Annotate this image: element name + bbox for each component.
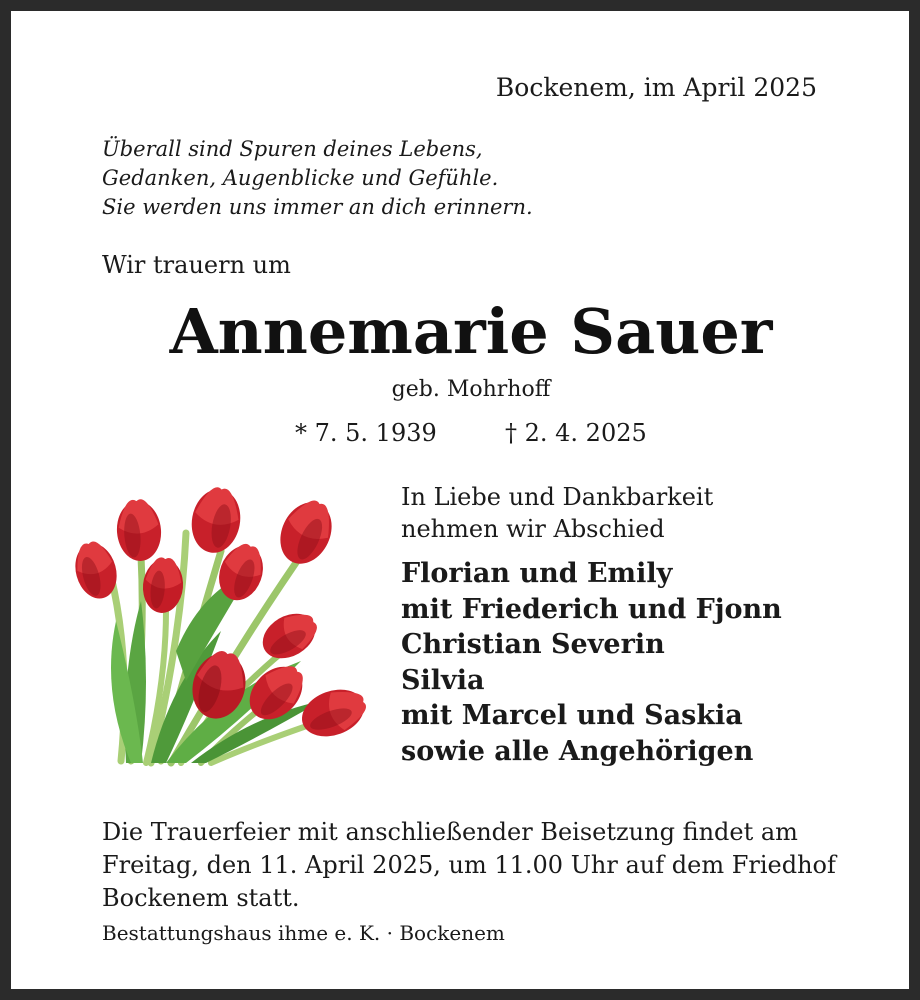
funeral-notice xyxy=(102,816,862,915)
tulip-bouquet-icon xyxy=(71,481,381,771)
mourners-list xyxy=(401,556,782,769)
deceased-name: Annemarie Sauer xyxy=(169,295,773,368)
notice-line: Die Trauerfeier mit anschließender Beisetzung findet am xyxy=(102,818,798,846)
mourner: sowie alle Angehörigen xyxy=(401,735,754,767)
notice-line: Bockenem statt. xyxy=(102,884,300,912)
quote-line: Gedanken, Augenblicke und Gefühle. xyxy=(102,166,499,190)
mourner: Christian Severin xyxy=(401,629,665,660)
farewell-text xyxy=(401,481,713,545)
farewell-line: In Liebe und Dankbarkeit xyxy=(401,483,714,511)
quote-line: Überall sind Spuren deines Lebens, xyxy=(102,137,483,161)
death-date: † 2. 4. 2025 xyxy=(505,419,647,447)
place-date: Bockenem, im April 2025 xyxy=(495,73,817,102)
birth-date: * 7. 5. 1939 xyxy=(295,419,437,447)
quote-line: Sie werden uns immer an dich erinnern. xyxy=(102,195,533,219)
mourner: mit Friederich und Fjonn xyxy=(401,593,782,625)
mourner: Florian und Emily xyxy=(401,558,673,589)
farewell-line: nehmen wir Abschied xyxy=(401,515,665,543)
notice-line: Freitag, den 11. April 2025, um 11.00 Uhr auf dem Friedhof xyxy=(102,851,836,879)
undertaker-credit: Bestattungshaus ihme e. K. · Bockenem xyxy=(102,921,505,945)
birth-name: geb. Mohrhoff xyxy=(391,377,551,402)
intro-text: Wir trauern um xyxy=(102,251,291,279)
mourner: mit Marcel und Saskia xyxy=(401,700,743,731)
mourner: Silvia xyxy=(401,664,485,696)
memorial-quote xyxy=(102,135,533,222)
